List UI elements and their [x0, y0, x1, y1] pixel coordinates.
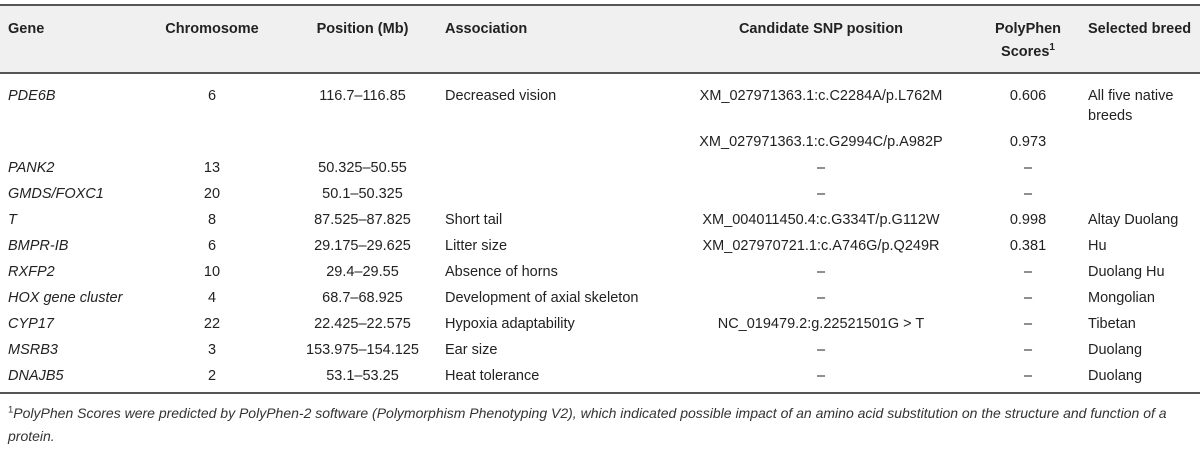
table-row — [0, 73, 1200, 129]
header-chromosome: Chromosome — [136, 5, 286, 73]
table-row — [0, 233, 1200, 259]
footnote-text: PolyPhen Scores were predicted by PolyPhen-2 software (Polymorphism Phenotyping V2), which indicated possible impact of an amino acid substitution on the structure and function of a protein. — [8, 405, 1167, 444]
cell-polyphen: – — [974, 259, 1080, 285]
cell-snp: XM_027971363.1:c.G2994C/p.A982P — [666, 129, 974, 155]
cell-polyphen: 0.973 — [974, 129, 1080, 155]
cell-polyphen: 0.606 — [974, 73, 1080, 129]
cell-polyphen: 0.381 — [974, 233, 1080, 259]
cell-gene: DNAJB5 — [0, 363, 136, 393]
cell-snp: XM_027971363.1:c.C2284A/p.L762M — [666, 73, 974, 129]
cell-position: 53.1–53.25 — [286, 363, 437, 393]
cell-association — [437, 181, 666, 207]
cell-chromosome: 10 — [136, 259, 286, 285]
header-gene: Gene — [0, 5, 136, 73]
gene-table — [0, 4, 1200, 394]
cell-gene: HOX gene cluster — [0, 285, 136, 311]
header-snp: Candidate SNP position — [666, 5, 974, 73]
cell-chromosome: 3 — [136, 337, 286, 363]
cell-gene: BMPR-IB — [0, 233, 136, 259]
cell-breed — [1080, 155, 1200, 181]
table-row — [0, 337, 1200, 363]
cell-position: 68.7–68.925 — [286, 285, 437, 311]
cell-breed: Altay Duolang — [1080, 207, 1200, 233]
cell-snp: XM_027970721.1:c.A746G/p.Q249R — [666, 233, 974, 259]
cell-association — [437, 155, 666, 181]
cell-chromosome: 6 — [136, 73, 286, 129]
cell-snp: – — [666, 337, 974, 363]
table-row — [0, 207, 1200, 233]
cell-association: Hypoxia adaptability — [437, 311, 666, 337]
cell-gene: GMDS/FOXC1 — [0, 181, 136, 207]
cell-chromosome: 22 — [136, 311, 286, 337]
cell-breed: Tibetan — [1080, 311, 1200, 337]
cell-association: Heat tolerance — [437, 363, 666, 393]
cell-snp: – — [666, 363, 974, 393]
cell-snp: – — [666, 285, 974, 311]
cell-breed: Duolang — [1080, 337, 1200, 363]
cell-chromosome — [136, 129, 286, 155]
cell-association: Litter size — [437, 233, 666, 259]
header-breed: Selected breed — [1080, 5, 1200, 73]
header-polyphen-label: PolyPhen Scores — [994, 21, 1062, 60]
cell-breed: Hu — [1080, 233, 1200, 259]
table-row — [0, 285, 1200, 311]
table-body — [0, 73, 1200, 393]
cell-position: 50.325–50.55 — [286, 155, 437, 181]
cell-polyphen: – — [974, 285, 1080, 311]
footnote-marker: 1 — [1049, 42, 1055, 54]
cell-position: 153.975–154.125 — [286, 337, 437, 363]
cell-breed: All five native breeds — [1080, 73, 1200, 129]
header-polyphen — [974, 5, 1080, 73]
table-row — [0, 129, 1200, 155]
cell-polyphen: – — [974, 311, 1080, 337]
table-row — [0, 181, 1200, 207]
table-row — [0, 259, 1200, 285]
cell-breed — [1080, 181, 1200, 207]
cell-breed: Duolang Hu — [1080, 259, 1200, 285]
cell-breed: Mongolian — [1080, 285, 1200, 311]
cell-chromosome: 4 — [136, 285, 286, 311]
footnote-number: 1 — [8, 404, 14, 416]
cell-association: Short tail — [437, 207, 666, 233]
cell-breed — [1080, 129, 1200, 155]
table-row — [0, 311, 1200, 337]
cell-snp: – — [666, 259, 974, 285]
cell-association — [437, 129, 666, 155]
table-row — [0, 155, 1200, 181]
header-row — [0, 5, 1200, 73]
cell-position — [286, 129, 437, 155]
cell-association: Ear size — [437, 337, 666, 363]
cell-gene: T — [0, 207, 136, 233]
table-row — [0, 363, 1200, 393]
cell-gene: RXFP2 — [0, 259, 136, 285]
cell-snp: – — [666, 181, 974, 207]
cell-gene — [0, 129, 136, 155]
cell-polyphen: 0.998 — [974, 207, 1080, 233]
cell-breed: Duolang — [1080, 363, 1200, 393]
cell-chromosome: 8 — [136, 207, 286, 233]
header-association: Association — [437, 5, 666, 73]
cell-chromosome: 20 — [136, 181, 286, 207]
header-position: Position (Mb) — [286, 5, 437, 73]
cell-snp: NC_019479.2:g.22521501G > T — [666, 311, 974, 337]
cell-association: Development of axial skeleton — [437, 285, 666, 311]
cell-polyphen: – — [974, 181, 1080, 207]
cell-position: 87.525–87.825 — [286, 207, 437, 233]
cell-chromosome: 2 — [136, 363, 286, 393]
cell-position: 29.4–29.55 — [286, 259, 437, 285]
cell-polyphen: – — [974, 155, 1080, 181]
cell-chromosome: 6 — [136, 233, 286, 259]
cell-gene: CYP17 — [0, 311, 136, 337]
cell-gene: PDE6B — [0, 73, 136, 129]
table-footnote — [8, 402, 1194, 448]
cell-snp: – — [666, 155, 974, 181]
cell-gene: MSRB3 — [0, 337, 136, 363]
cell-association: Absence of horns — [437, 259, 666, 285]
cell-chromosome: 13 — [136, 155, 286, 181]
cell-position: 29.175–29.625 — [286, 233, 437, 259]
cell-position: 50.1–50.325 — [286, 181, 437, 207]
cell-position: 116.7–116.85 — [286, 73, 437, 129]
cell-polyphen: – — [974, 363, 1080, 393]
cell-polyphen: – — [974, 337, 1080, 363]
cell-position: 22.425–22.575 — [286, 311, 437, 337]
cell-snp: XM_004011450.4:c.G334T/p.G112W — [666, 207, 974, 233]
cell-association: Decreased vision — [437, 73, 666, 129]
cell-gene: PANK2 — [0, 155, 136, 181]
